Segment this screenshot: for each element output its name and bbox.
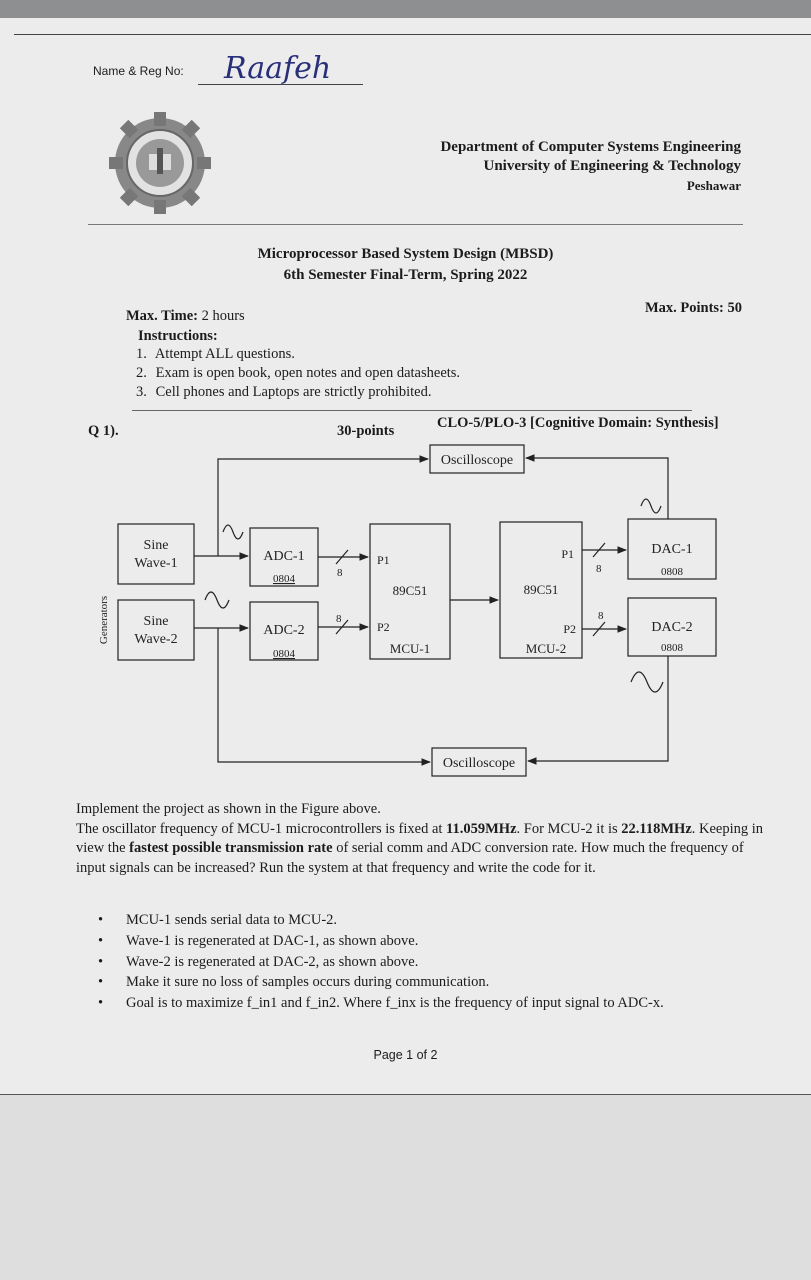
max-time-value: 2 hours <box>201 308 245 324</box>
name-reg-label: Name & Reg No: <box>93 64 184 78</box>
sine-symbol-4 <box>631 672 663 692</box>
dac2-label: DAC-2 <box>651 620 693 635</box>
sine1-line2: Wave-1 <box>134 556 178 571</box>
question-label: Q 1). <box>88 423 119 439</box>
question-line-1: Implement the project as shown in the Figure above. <box>76 801 381 817</box>
question-line-2: The oscillator frequency of MCU-1 microcontrollers is fixed at 11.059MHz. For MCU-2 it is 22.118MHz. Keeping in view the fastest possible transmission rate of serial comm and ADC conversion rate. How much the frequency of input signals can be increased? Run the system at that frequency and write the code for it. <box>76 820 764 876</box>
mcu2-p1: P1 <box>561 547 574 561</box>
mcu2-p2: P2 <box>563 622 576 636</box>
mcu1-chip: 89C51 <box>392 583 428 598</box>
mcu1-p2: P2 <box>377 620 390 634</box>
system-block-diagram <box>90 440 730 790</box>
exam-title: 6th Semester Final-Term, Spring 2022 <box>283 267 528 283</box>
adc1-label: ADC-1 <box>263 549 305 564</box>
requirement-item: • MCU-1 sends serial data to MCU-2. <box>95 910 775 931</box>
generators-label: Generators <box>98 595 110 645</box>
requirement-item: • Wave-1 is regenerated at DAC-1, as shown above. <box>95 931 775 952</box>
sine2-line2: Wave-2 <box>134 632 178 647</box>
mcu2-chip: 89C51 <box>523 582 559 597</box>
handwritten-name <box>222 44 372 88</box>
dac2-chip: 0808 <box>661 642 683 654</box>
max-points: Max. Points: 50 <box>644 300 742 316</box>
sine-symbol-3 <box>641 499 661 513</box>
sine1-line1: Sine <box>143 538 169 553</box>
signature-text: Raafeh <box>224 51 332 86</box>
page-fold-line <box>0 1094 811 1095</box>
wire-dac2-oscilloscope <box>528 656 668 761</box>
mcu1-name: MCU-1 <box>389 641 431 656</box>
oscilloscope-bottom-label: Oscilloscope <box>442 756 516 771</box>
bus-width-2: 8 <box>336 613 342 625</box>
question-points: 30-points <box>337 423 395 439</box>
adc2-chip: 0804 <box>273 648 295 660</box>
sine2-line1: Sine <box>143 614 169 629</box>
adc2-label: ADC-2 <box>263 623 305 638</box>
max-time <box>126 308 245 325</box>
sine-symbol-2 <box>205 592 229 608</box>
oscilloscope-top-label: Oscilloscope <box>440 453 514 468</box>
requirement-item: • Goal is to maximize f_in1 and f_in2. Where f_inx is the frequency of input signal to ADC-x. <box>95 993 775 1014</box>
instruction-item: 1. Attempt ALL questions. <box>136 346 295 362</box>
instructions-heading: Instructions: <box>138 328 218 344</box>
max-time-label: Max. Time: <box>126 308 198 324</box>
adc1-chip: 0804 <box>273 573 295 585</box>
sine-symbol-1 <box>223 525 243 539</box>
top-border-line <box>14 34 811 35</box>
dac1-chip: 0808 <box>661 566 683 578</box>
city-name: Peshawar <box>686 178 741 193</box>
page-bottom-shadow <box>0 1095 811 1280</box>
course-block <box>0 244 811 286</box>
course-title: Microprocessor Based System Design (MBSD) <box>257 246 554 262</box>
requirements-list <box>95 910 775 1014</box>
bus-width-1: 8 <box>337 567 343 579</box>
bus-width-4: 8 <box>598 610 604 622</box>
university-name: University of Engineering & Technology <box>483 158 741 174</box>
wire-dac1-oscilloscope <box>526 458 668 519</box>
instruction-item: 3. Cell phones and Laptops are strictly prohibited. <box>136 384 432 400</box>
mcu2-name: MCU-2 <box>525 641 567 656</box>
question-text <box>76 800 766 878</box>
page-number: Page 1 of 2 <box>373 1048 438 1062</box>
dac1-label: DAC-1 <box>651 542 693 557</box>
requirement-item: • Make it sure no loss of samples occurs during communication. <box>95 972 775 993</box>
department-name: Department of Computer Systems Engineering <box>440 139 741 155</box>
mcu1-p1: P1 <box>377 553 390 567</box>
sine-wave-1-box <box>118 524 194 584</box>
sine-wave-2-box <box>118 600 194 660</box>
requirement-item: • Wave-2 is regenerated at DAC-2, as shown above. <box>95 952 775 973</box>
university-seal-logo <box>107 110 213 216</box>
bus-width-3: 8 <box>596 563 602 575</box>
instruction-item: 2. Exam is open book, open notes and open datasheets. <box>136 365 461 381</box>
question-clo: CLO-5/PLO-3 [Cognitive Domain: Synthesis] <box>437 415 719 431</box>
header-divider <box>88 224 743 225</box>
instructions-divider <box>132 410 692 411</box>
instructions-list <box>136 345 460 402</box>
department-block <box>321 138 741 195</box>
